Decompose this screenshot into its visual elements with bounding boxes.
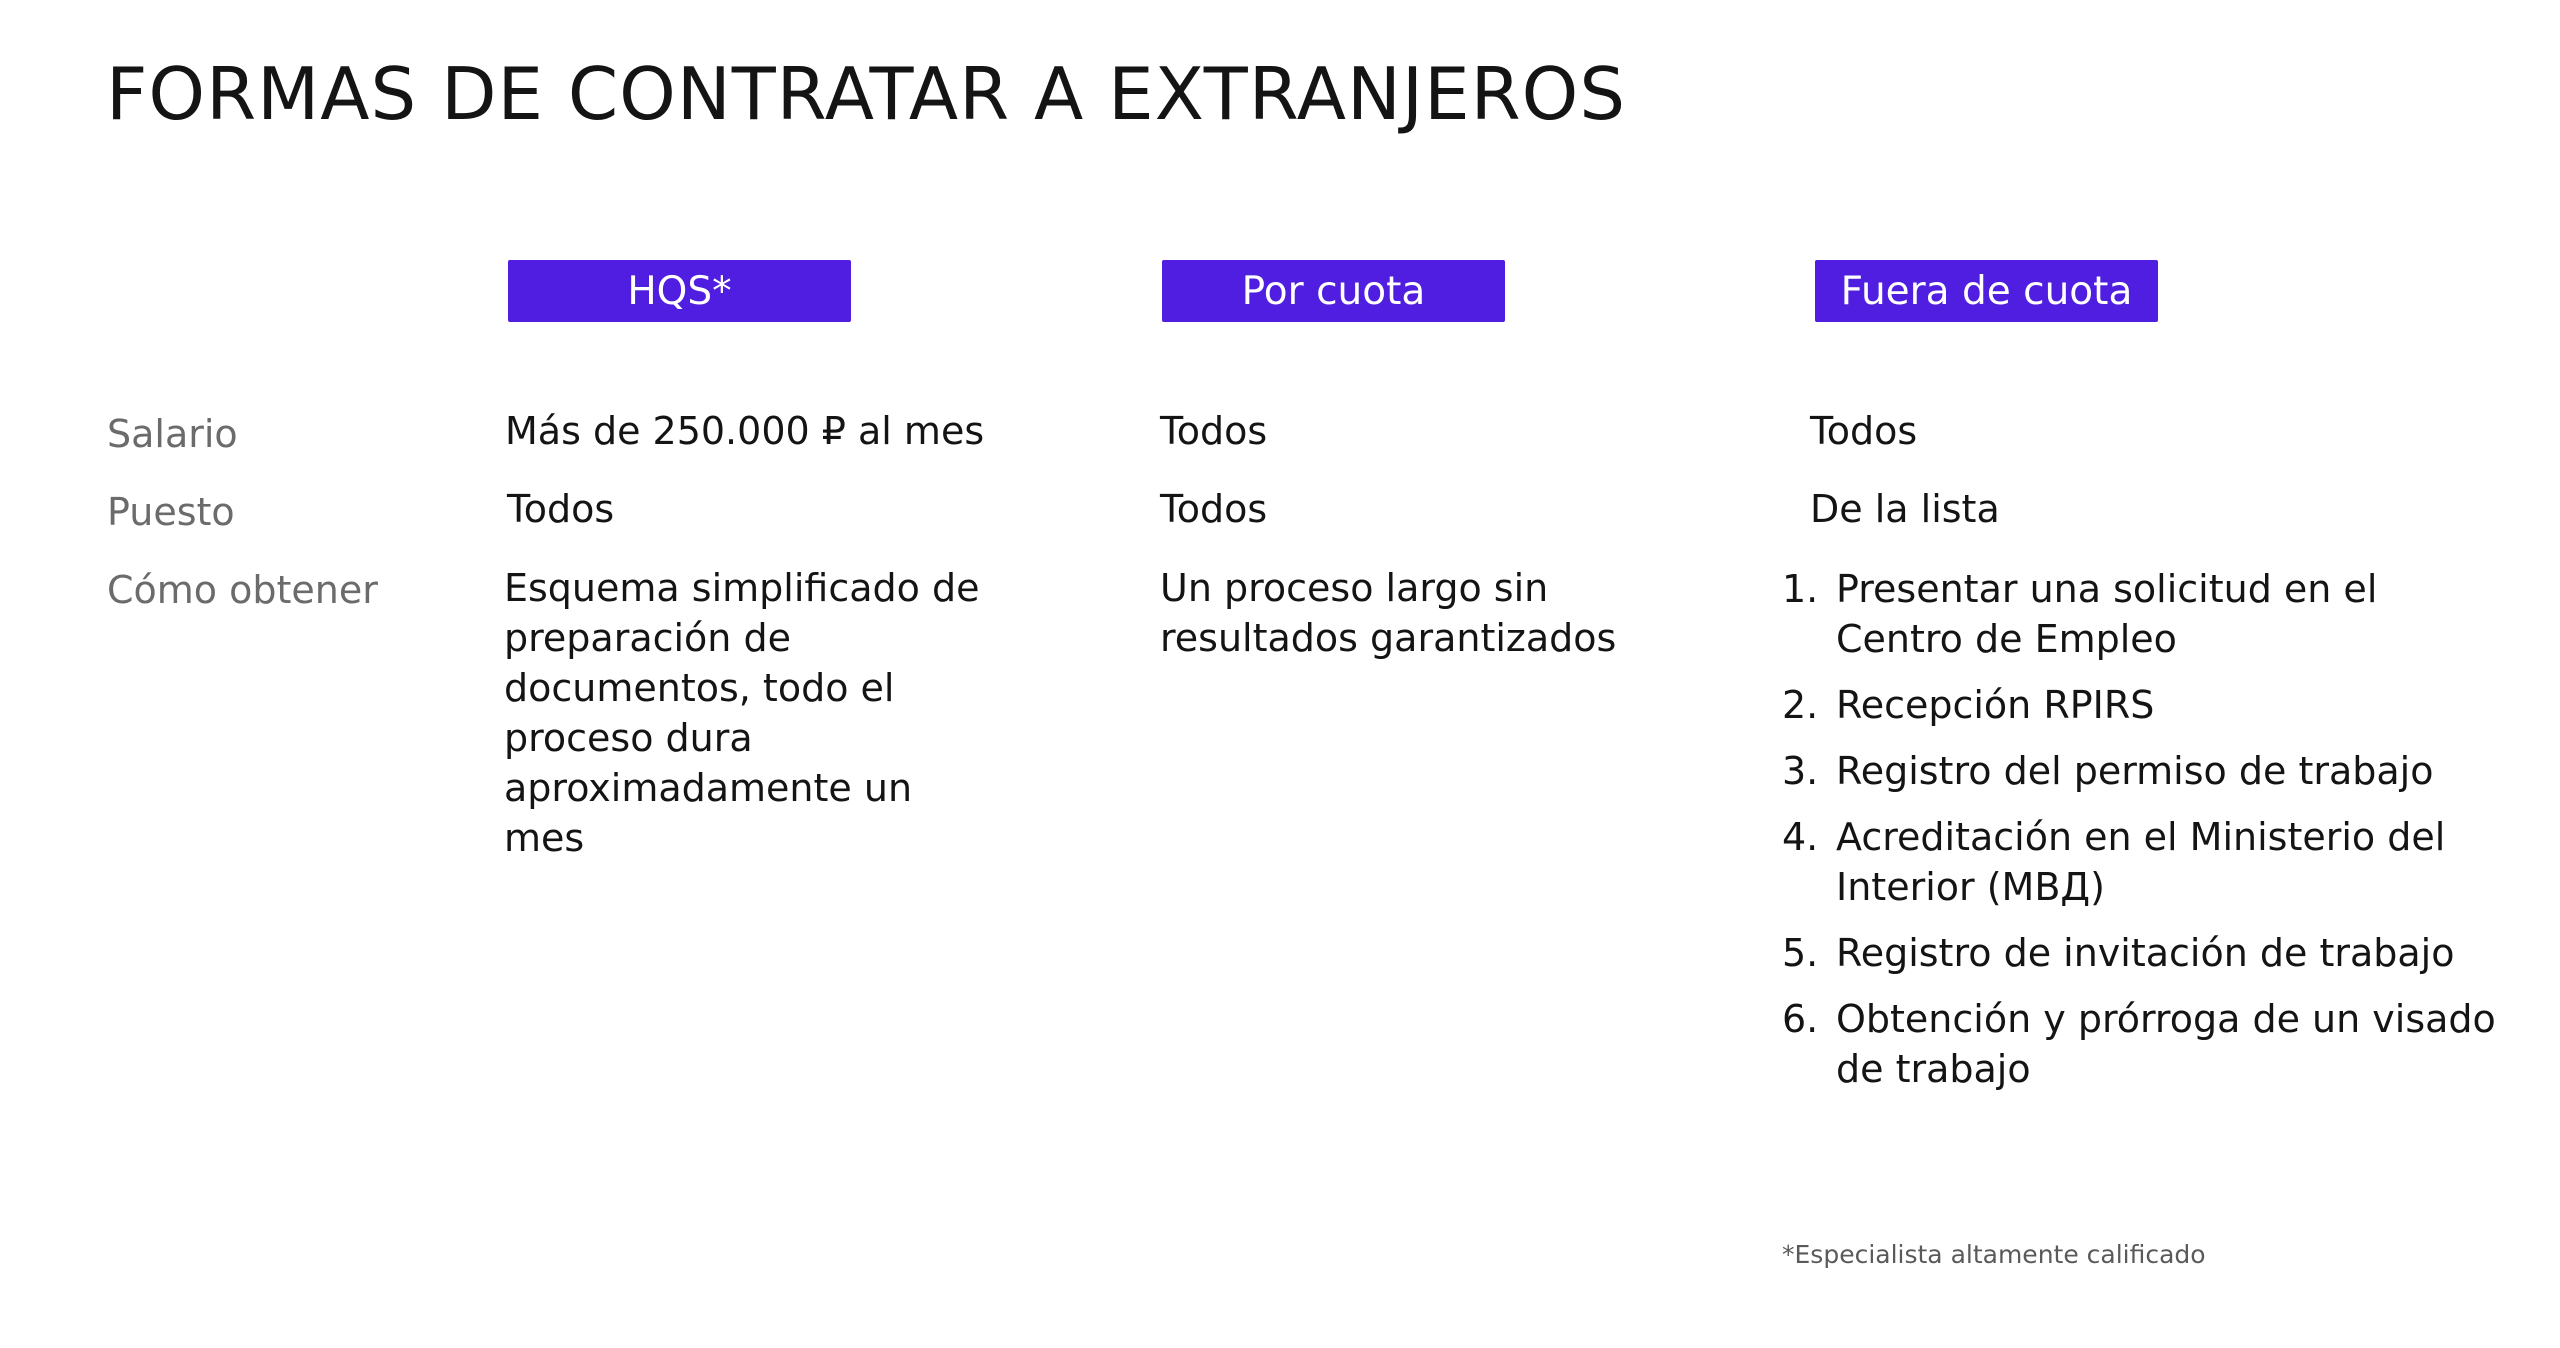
column-header-fuera-de-cuota: Fuera de cuota xyxy=(1815,260,2158,322)
step-number: 1. xyxy=(1782,567,1819,611)
page-title: FORMAS DE CONTRATAR A EXTRANJEROS xyxy=(106,52,1627,136)
list-item xyxy=(1782,746,2502,796)
footnote: *Especialista altamente calificado xyxy=(1782,1240,2206,1269)
por-cuota-salario: Todos xyxy=(1160,409,1268,453)
fuera-de-cuota-puesto: De la lista xyxy=(1810,487,2000,531)
step-number: 5. xyxy=(1782,931,1819,975)
list-item xyxy=(1782,812,2502,912)
row-label-como-obtener: Cómo obtener xyxy=(107,568,378,612)
por-cuota-como-obtener: Un proceso largo sin resultados garantizados xyxy=(1160,566,1617,660)
row-label-salario: Salario xyxy=(107,412,238,456)
step-number: 6. xyxy=(1782,997,1819,1041)
step-text: Registro de invitación de trabajo xyxy=(1836,931,2455,975)
column-header-por-cuota: Por cuota xyxy=(1162,260,1505,322)
list-item xyxy=(1782,564,2502,664)
hqs-puesto: Todos xyxy=(507,487,615,531)
list-item xyxy=(1782,928,2502,978)
steps-list xyxy=(1782,564,2502,1110)
list-item xyxy=(1782,680,2502,730)
step-text: Acreditación en el Ministerio del Interior (МВД) xyxy=(1836,815,2446,909)
column-header-hqs: HQS* xyxy=(508,260,851,322)
step-text: Recepción RPIRS xyxy=(1836,683,2155,727)
step-text: Registro del permiso de trabajo xyxy=(1836,749,2434,793)
step-number: 3. xyxy=(1782,749,1819,793)
hqs-como-obtener: Esquema simplificado de preparación de documentos, todo el proceso dura aproximadamente un mes xyxy=(504,566,980,860)
step-text: Presentar una solicitud en el Centro de Empleo xyxy=(1836,567,2378,661)
fuera-de-cuota-salario: Todos xyxy=(1810,409,1918,453)
por-cuota-puesto: Todos xyxy=(1160,487,1268,531)
step-number: 2. xyxy=(1782,683,1819,727)
step-number: 4. xyxy=(1782,815,1819,859)
hqs-salario: Más de 250.000 ₽ al mes xyxy=(505,409,985,453)
row-label-puesto: Puesto xyxy=(107,490,235,534)
list-item xyxy=(1782,994,2502,1094)
step-text: Obtención y prórroga de un visado de trabajo xyxy=(1836,997,2496,1091)
